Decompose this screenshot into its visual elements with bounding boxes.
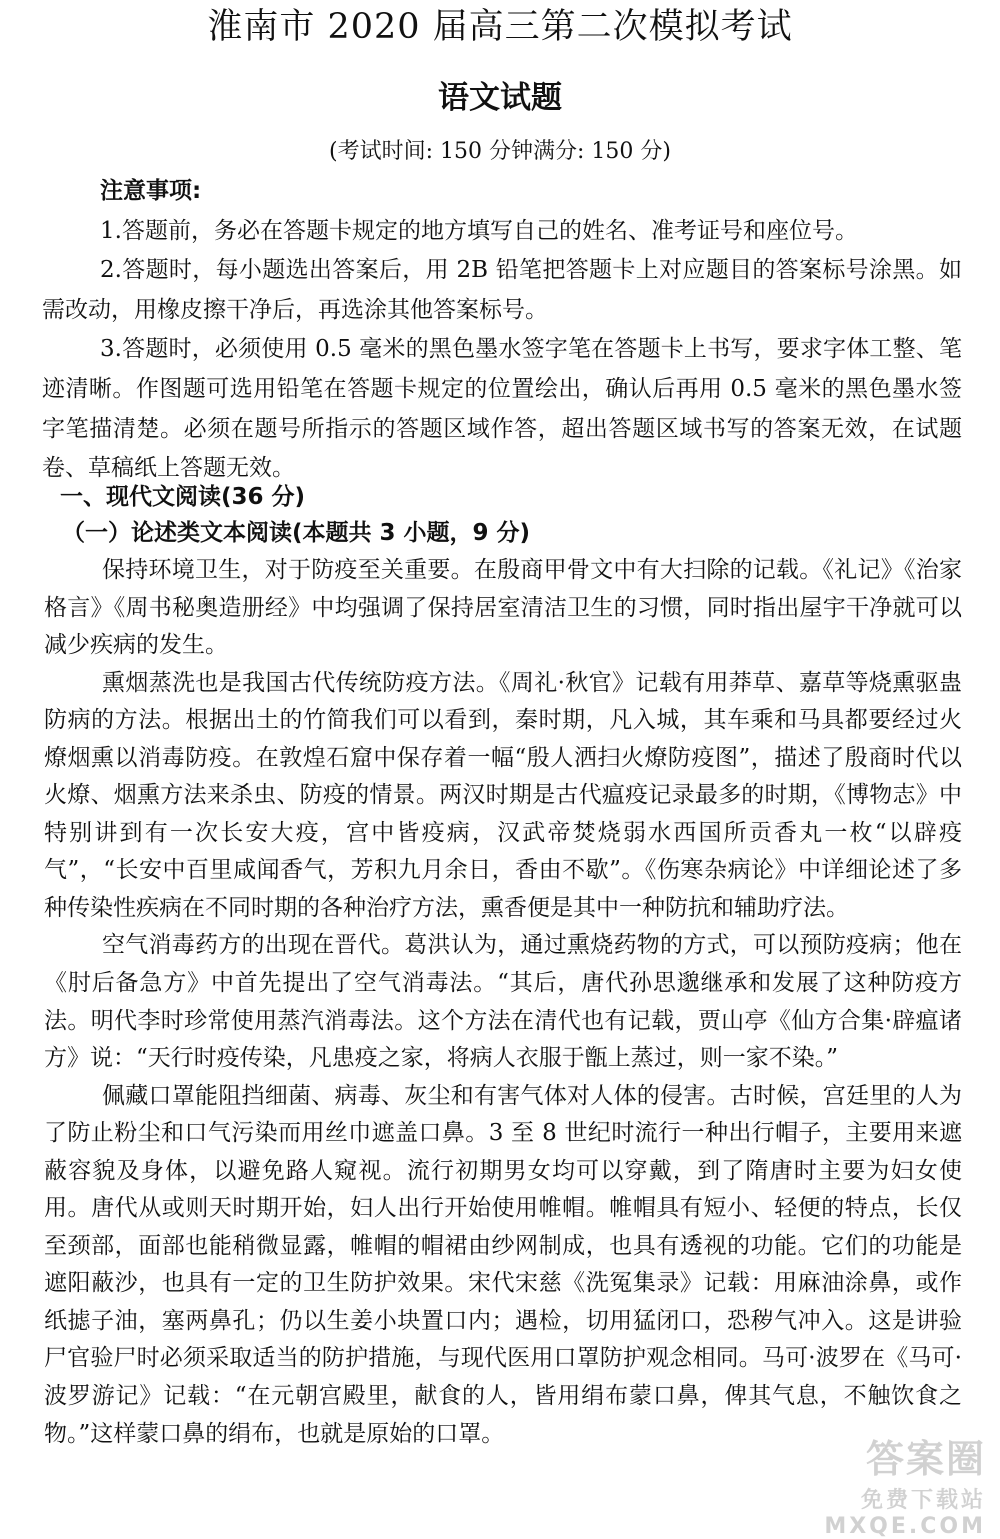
passage-paragraph-3: 空气消毒药方的出现在晋代。葛洪认为，通过熏烧药物的方式，可以预防疫病；他在《肘后备急方》中首先提出了空气消毒法。“其后，唐代孙思邈继承和发展了这种防疫方法。明代李时珍常使用蒸汽消毒法。这个方法在清代也有记载，贾山亭《仙方合集·辟瘟诸方》说：“天行时疫传染，凡患疫之家，将病人衣服于甑上蒸过，则一家不染。” bbox=[44, 932, 962, 1072]
notice-item-1: 1.答题前，务必在答题卡规定的地方填写自己的姓名、准考证号和座位号。 bbox=[100, 217, 858, 244]
watermark-brand: 答案圈 bbox=[865, 1437, 986, 1481]
notice-item-3: 3.答题时，必须使用 0.5 毫米的黑色墨水签字笔在答题卡上书写，要求字体工整、笔迹清晰。作图题可选用铅笔在答题卡规定的位置绘出，确认后再用 0.5 毫米的黑色墨水签字笔描清楚。必须在题号所指示的答题区域作答，超出答题区域书写的答案无效，在试题卷、草稿纸上答题无效。 bbox=[42, 336, 962, 482]
subject-title: 语文试题 bbox=[438, 80, 562, 116]
notice-item-2: 2.答题时，每小题选出答案后，用 2B 铅笔把答题卡上对应题目的答案标号涂黑。如需改动，用橡皮擦干净后，再选涂其他答案标号。 bbox=[42, 257, 962, 323]
exam-info: (考试时间: 150 分钟满分: 150 分) bbox=[329, 139, 671, 164]
notice-heading: 注意事项: bbox=[100, 178, 202, 204]
section-title: 一、现代文阅读(36 分) bbox=[60, 484, 306, 510]
notice-block bbox=[42, 172, 962, 489]
reading-passage bbox=[44, 552, 962, 1453]
passage-paragraph-1: 保持环境卫生，对于防疫至关重要。在殷商甲骨文中有大扫除的记载。《礼记》《治家格言》《周书秘奥造册经》中均强调了保持居室清洁卫生的习惯，同时指出屋宇干净就可以减少疾病的发生。 bbox=[44, 557, 962, 659]
passage-paragraph-2: 熏烟蒸洗也是我国古代传统防疫方法。《周礼·秋官》记载有用莽草、嘉草等烧熏驱蛊防病的方法。根据出土的竹简我们可以看到，秦时期，凡入城，其车乘和马具都要经过火燎烟熏以消毒防疫。在敦煌石窟中保存着一幅“殷人洒扫火燎防疫图”，描述了殷商时代以火燎、烟熏方法来杀虫、防疫的情景。两汉时期是古代瘟疫记录最多的时期，《博物志》中特别讲到有一次长安大疫，宫中皆疫病，汉武帝焚烧弱水西国所贡香丸一枚“以辟疫气”，“长安中百里咸闻香气，芳积九月余日，香由不歇”。《伤寒杂病论》中详细论述了多种传染性疾病在不同时期的各种治疗方法，熏香便是其中一种防抗和辅助疗法。 bbox=[44, 669, 962, 921]
watermark-url: MXQE.COM bbox=[824, 1514, 986, 1539]
watermark-subtitle: 免费下载站 bbox=[860, 1488, 986, 1513]
exam-title: 淮南市 2020 届高三第二次模拟考试 bbox=[207, 7, 793, 47]
watermark-site bbox=[786, 1483, 986, 1539]
section-subtitle: （一）论述类文本阅读(本题共 3 小题，9 分) bbox=[62, 520, 531, 546]
passage-paragraph-4: 佩藏口罩能阻挡细菌、病毒、灰尘和有害气体对人体的侵害。古时候，宫廷里的人为了防止粉尘和口气污染而用丝巾遮盖口鼻。3 至 8 世纪时流行一种出行帽子，主要用来遮蔽容貌及身体，以避免路人窥视。流行初期男女均可以穿戴，到了隋唐时主要为妇女使用。唐代从或则天时期开始，妇人出行开始使用帷帽。帷帽具有短小、轻便的特点，长仅至颈部，面部也能稍微显露，帷帽的帽裙由纱网制成，也具有透视的功能。它们的功能是遮阳蔽沙，也具有一定的卫生防护效果。宋代宋慈《洗冤集录》记载：用麻油涂鼻，或作纸摅子油，塞两鼻孔；仍以生姜小块置口内；遇检，切用猛闭口，恐秽气冲入。这是讲验尸官验尸时必须采取适当的防护措施，与现代医用口罩防护观念相同。马可·波罗在《马可·波罗游记》记载：“在元朝宫殿里，献食的人，皆用绢布蒙口鼻，俾其气息，不触饮食之物。”这样蒙口鼻的绢布，也就是原始的口罩。 bbox=[44, 1082, 962, 1447]
watermark-logo bbox=[786, 1428, 986, 1539]
